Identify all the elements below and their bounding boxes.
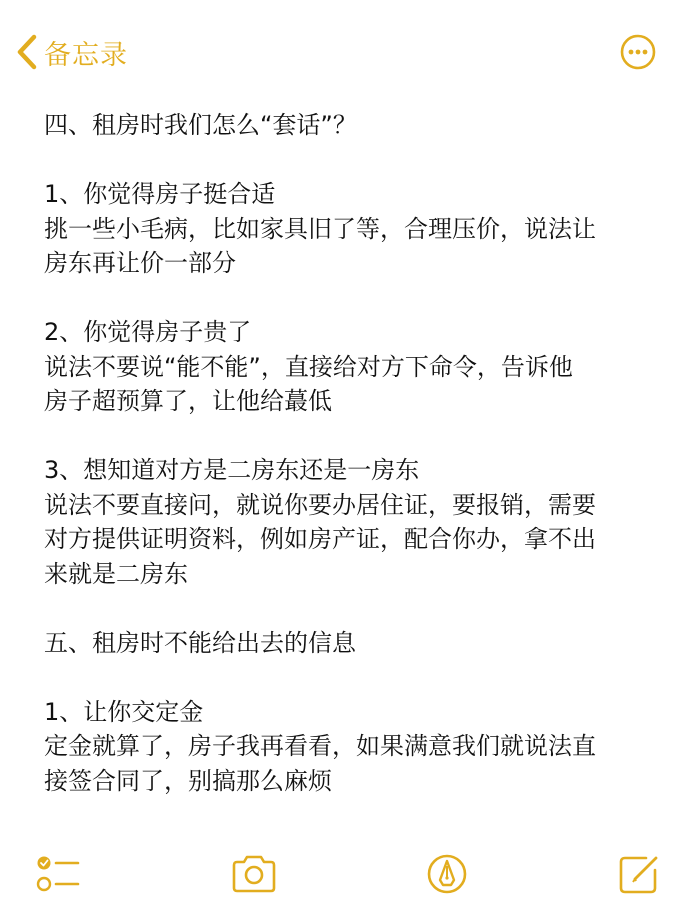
note-line: 接签合同了，别搞那么麻烦 <box>44 766 332 795</box>
note-line: 四、租房时我们怎么“套话”？ <box>44 111 357 139</box>
camera-icon <box>230 852 278 896</box>
back-label: 备忘录 <box>44 39 128 71</box>
checklist-button[interactable] <box>34 852 82 896</box>
checklist-icon <box>34 852 82 896</box>
navigation-bar <box>0 0 690 104</box>
compose-button[interactable] <box>616 852 664 896</box>
note-blank-line <box>44 660 664 695</box>
camera-button[interactable] <box>230 852 278 896</box>
note-blank-line <box>44 143 664 178</box>
note-line: 来就是二房东 <box>44 559 188 588</box>
note-line: 对方提供证明资料，例如房产证，配合你办，拿不出 <box>44 525 596 553</box>
note-line: 3、想知道对方是二房东还是一房东 <box>44 456 420 484</box>
compose-icon <box>616 852 664 896</box>
note-line: 2、你觉得房子贵了 <box>44 318 252 346</box>
note-blank-line <box>44 281 664 316</box>
note-line: 1、你觉得房子挺合适 <box>44 180 276 208</box>
note-blank-line <box>44 419 664 454</box>
note-line: 挑一些小毛病，比如家具旧了等，合理压价，说法让 <box>44 214 596 243</box>
note-line: 房子超预算了，让他给蕞低 <box>44 387 332 415</box>
back-button[interactable] <box>16 30 128 74</box>
pen-markup-icon <box>423 852 471 896</box>
note-line: 1、让你交定金 <box>44 697 204 726</box>
note-body[interactable] <box>44 108 664 798</box>
note-line: 定金就算了，房子我再看看，如果满意我们就说法直 <box>44 732 596 760</box>
note-line: 房东再让价一部分 <box>44 249 236 277</box>
ellipsis-circle-icon <box>620 34 656 70</box>
chevron-left-icon <box>16 34 38 70</box>
note-blank-line <box>44 591 664 626</box>
note-line: 说法不要说“能不能”，直接给对方下命令，告诉他 <box>44 352 573 381</box>
bottom-toolbar <box>0 840 690 906</box>
markup-button[interactable] <box>423 852 471 896</box>
note-line: 五、租房时不能给出去的信息 <box>44 628 356 657</box>
note-line: 说法不要直接问，就说你要办居住证，要报销，需要 <box>44 490 596 519</box>
more-options-button[interactable] <box>620 34 656 70</box>
